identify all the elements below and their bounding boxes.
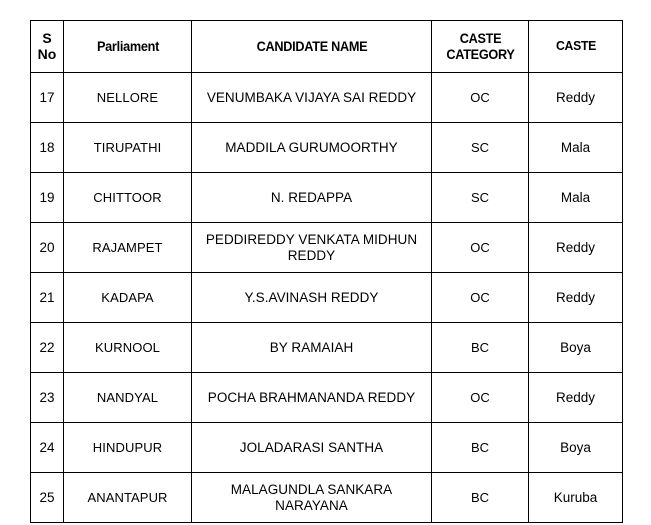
- column-header-s-no-line-2: No: [37, 45, 57, 62]
- cell-caste: Boya: [529, 323, 623, 373]
- column-header-caste-category-line-1: CASTE: [459, 31, 501, 47]
- cell-caste: Boya: [529, 423, 623, 473]
- cell-caste-category: OC: [432, 373, 529, 423]
- column-header-candidate-name-line-1: CANDIDATE NAME: [256, 38, 367, 54]
- cell-candidate-name: BY RAMAIAH: [192, 323, 432, 373]
- cell-candidate-name: POCHA BRAHMANANDA REDDY: [192, 373, 432, 423]
- candidate-table-container: [30, 20, 622, 523]
- column-header-s-no-line-1: S: [42, 29, 52, 46]
- cell-s-no: 19: [31, 173, 64, 223]
- table-row: [31, 123, 623, 173]
- cell-candidate-name: PEDDIREDDY VENKATA MIDHUN REDDY: [192, 223, 432, 273]
- cell-parliament: RAJAMPET: [64, 223, 192, 273]
- cell-caste: Mala: [529, 173, 623, 223]
- column-header-parliament-line-1: Parliament: [96, 38, 159, 54]
- cell-caste-category: OC: [432, 73, 529, 123]
- cell-caste: Reddy: [529, 273, 623, 323]
- cell-caste: Reddy: [529, 373, 623, 423]
- table-row: [31, 323, 623, 373]
- cell-caste-category: OC: [432, 223, 529, 273]
- table-row: [31, 73, 623, 123]
- cell-s-no: 22: [31, 323, 64, 373]
- cell-candidate-name: MADDILA GURUMOORTHY: [192, 123, 432, 173]
- cell-candidate-name: N. REDAPPA: [192, 173, 432, 223]
- cell-caste: Kuruba: [529, 473, 623, 523]
- table-header: [31, 21, 623, 73]
- table-row: [31, 473, 623, 523]
- cell-caste-category: SC: [432, 173, 529, 223]
- cell-s-no: 17: [31, 73, 64, 123]
- column-header-candidate-name: [199, 21, 425, 73]
- cell-parliament: KADAPA: [64, 273, 192, 323]
- cell-caste: Mala: [529, 123, 623, 173]
- cell-parliament: ANANTAPUR: [64, 473, 192, 523]
- cell-caste-category: OC: [432, 273, 529, 323]
- cell-s-no: 25: [31, 473, 64, 523]
- cell-candidate-name: Y.S.AVINASH REDDY: [192, 273, 432, 323]
- cell-caste-category: BC: [432, 473, 529, 523]
- table-body: [31, 73, 623, 523]
- table-row: [31, 373, 623, 423]
- cell-parliament: KURNOOL: [64, 323, 192, 373]
- column-header-caste: [531, 21, 619, 73]
- table-row: [31, 173, 623, 223]
- cell-parliament: CHITTOOR: [64, 173, 192, 223]
- cell-candidate-name: VENUMBAKA VIJAYA SAI REDDY: [192, 73, 432, 123]
- cell-caste-category: BC: [432, 323, 529, 373]
- cell-caste: Reddy: [529, 73, 623, 123]
- cell-s-no: 24: [31, 423, 64, 473]
- cell-s-no: 21: [31, 273, 64, 323]
- cell-s-no: 18: [31, 123, 64, 173]
- column-header-caste-line-1: CASTE: [555, 38, 596, 54]
- column-header-parliament: [67, 21, 187, 73]
- column-header-s-no: [31, 21, 64, 73]
- table-row: [31, 423, 623, 473]
- cell-candidate-name: MALAGUNDLA SANKARA NARAYANA: [192, 473, 432, 523]
- cell-caste-category: SC: [432, 123, 529, 173]
- candidate-table: [30, 20, 623, 523]
- cell-s-no: 23: [31, 373, 64, 423]
- table-header-row: [31, 21, 623, 73]
- cell-parliament: TIRUPATHI: [64, 123, 192, 173]
- cell-parliament: HINDUPUR: [64, 423, 192, 473]
- cell-parliament: NELLORE: [64, 73, 192, 123]
- table-row: [31, 273, 623, 323]
- column-header-caste-category-line-2: CATEGORY: [445, 46, 515, 62]
- table-row: [31, 223, 623, 273]
- cell-parliament: NANDYAL: [64, 373, 192, 423]
- cell-caste: Reddy: [529, 223, 623, 273]
- cell-s-no: 20: [31, 223, 64, 273]
- column-header-caste-category: [434, 21, 525, 73]
- cell-candidate-name: JOLADARASI SANTHA: [192, 423, 432, 473]
- cell-caste-category: BC: [432, 423, 529, 473]
